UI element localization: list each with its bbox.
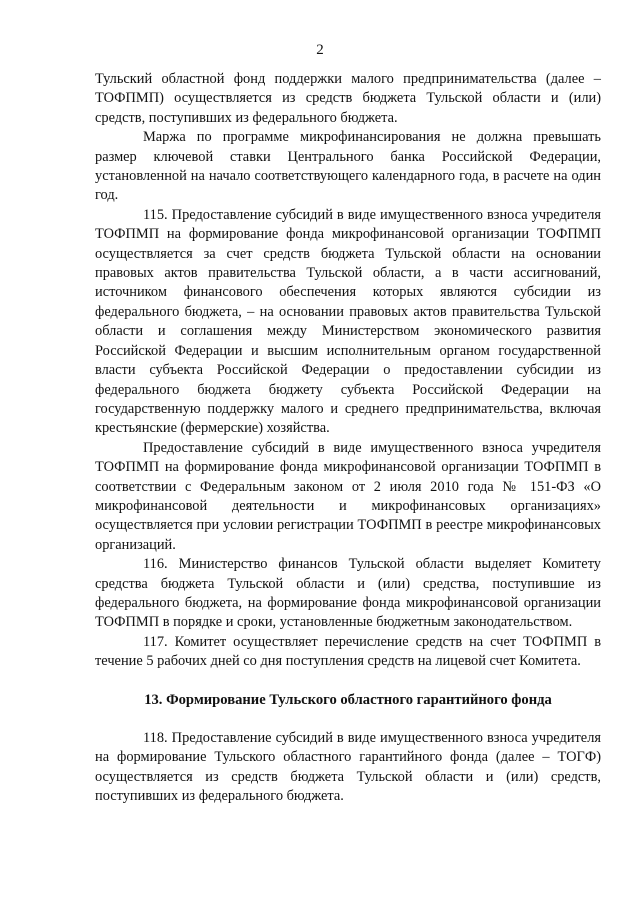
paragraph-116: 116. Министерство финансов Тульской области выделяет Комитету средства бюджета Тульской области и (или) средства, поступившие из федерального бюджета, на формирование фонда микрофинансовой организации ТОФПМП в порядке и сроки, установленные бюджетным законодательством. [95, 556, 601, 631]
paragraph-margin: Маржа по программе микрофинансирования не должна превышать размер ключевой ставки Центрального банка Российской Федерации, установленной на начало соответствующего календарного года, в расчете на один год. [95, 129, 601, 204]
page-number: 2 [316, 42, 324, 58]
paragraph-118: 118. Предоставление субсидий в виде имущественного взноса учредителя на формирование Тульского областного гарантийного фонда (далее – ТОГФ) осуществляется из средств бюджета Тульской области и (или) средств, поступивших из федерального бюджета. [95, 730, 601, 805]
paragraph-115-registration: Предоставление субсидий в виде имущественного взноса учредителя ТОФПМП на формирование фонда микрофинансовой организации ТОФПМП в соответствии с Федеральным законом от 2 июля 2010 года № 151-ФЗ «О микрофинансовой деятельности и микрофинансовых организациях» осуществляется при условии регистрации ТОФПМП в реестре микрофинансовых организаций. [95, 439, 601, 553]
paragraph-115: 115. Предоставление субсидий в виде имущественного взноса учредителя ТОФПМП на формирование фонда микрофинансовой организации ТОФПМП осуществляется за счет средств бюджета Тульской области на основании правовых актов правительства Тульской области, а в части ассигнований, источником финансового обеспечения которых являются субсидии из федерального бюджета, – на основании правовых актов правительства Тульской области и соглашения между Министерством экономического развития Российской Федерации и высшим исполнительным органом государственной власти субъекта Российской Федерации о предоставлении субсидии из федерального бюджета бюджету субъекта Российской Федерации на государственную поддержку малого и среднего предпринимательства, включая крестьянские (фермерские) хозяйства. [95, 206, 601, 437]
paragraph-117: 117. Комитет осуществляет перечисление средств на счет ТОФПМП в течение 5 рабочих дней со дня поступления средств на лицевой счет Комитета. [95, 633, 601, 670]
section-heading: 13. Формирование Тульского областного гарантийного фонда [144, 691, 552, 708]
paragraph-fund-source: Тульский областной фонд поддержки малого предпринимательства (далее – ТОФПМП) осуществляется из средств бюджета Тульской области и (или) средств, поступивших из федерального бюджета. [95, 71, 601, 126]
document-body [95, 70, 601, 807]
